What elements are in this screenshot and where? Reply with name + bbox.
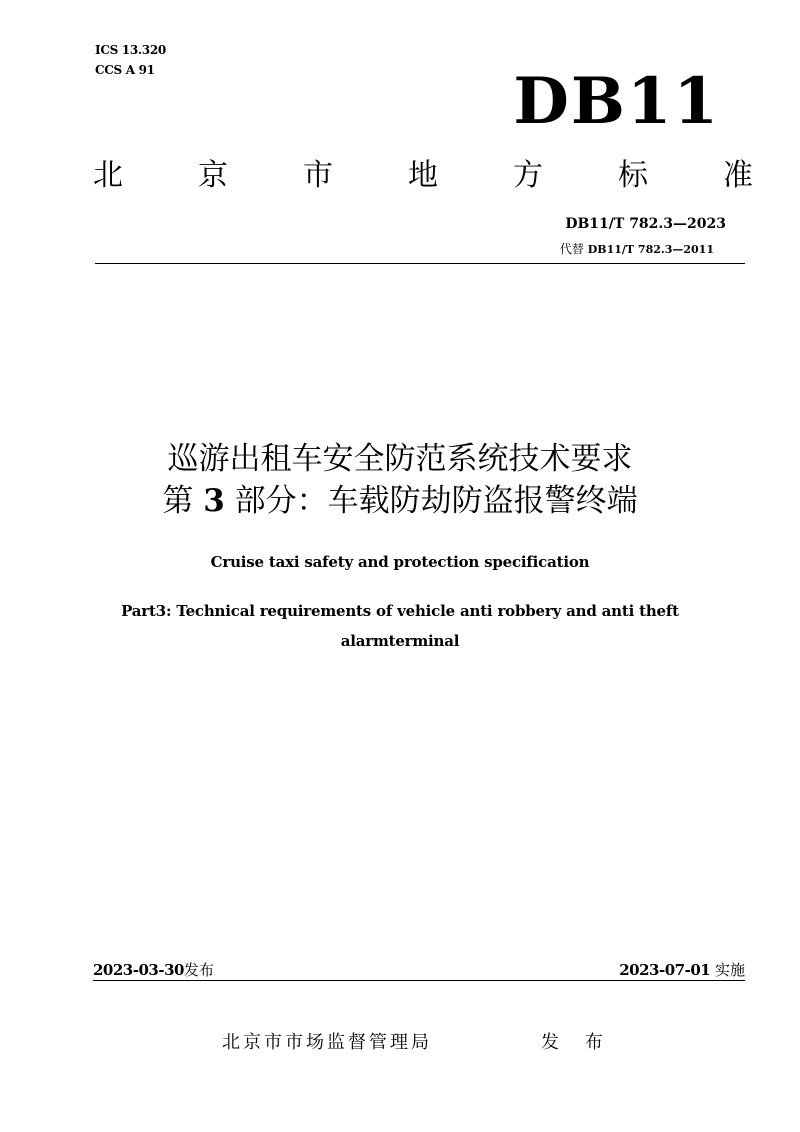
title-en-line3: alarmterminal bbox=[340, 632, 460, 650]
publish-label: 发布 bbox=[183, 961, 214, 979]
standard-type-char: 准 bbox=[723, 158, 753, 193]
replaces-label: 代替 bbox=[559, 242, 584, 256]
standard-type-char: 地 bbox=[408, 158, 438, 193]
db-logo: DB11 bbox=[513, 64, 720, 139]
title-part-suffix: 部分：车载防劫防盗报警终端 bbox=[234, 483, 638, 519]
title-en-line1: Cruise taxi safety and protection specification bbox=[210, 553, 590, 571]
implement-date: 2023-07-01 bbox=[619, 961, 711, 979]
title-cn-line2 bbox=[0, 481, 800, 521]
footer-divider bbox=[93, 980, 745, 981]
standard-type-char: 方 bbox=[513, 158, 543, 193]
publish-date-block bbox=[93, 959, 214, 981]
classification-codes bbox=[95, 40, 166, 80]
ccs-code: CCS A 91 bbox=[95, 63, 155, 77]
header-divider bbox=[95, 263, 745, 264]
standard-type-title bbox=[93, 156, 753, 196]
standard-type-char: 北 bbox=[93, 158, 123, 193]
publish-word: 发 布 bbox=[541, 1032, 613, 1053]
replaces-code: DB11/T 782.3—2011 bbox=[587, 243, 714, 256]
title-part-prefix: 第 bbox=[162, 483, 194, 519]
dates-row bbox=[93, 959, 745, 981]
publisher-name: 北京市市场监督管理局 bbox=[222, 1032, 432, 1053]
standard-type-char: 市 bbox=[303, 158, 333, 193]
standard-type-char: 京 bbox=[198, 158, 228, 193]
implement-date-block bbox=[619, 959, 745, 981]
standard-type-char: 标 bbox=[618, 158, 648, 193]
publish-date: 2023-03-30 bbox=[93, 961, 184, 979]
implement-label: 实施 bbox=[714, 961, 745, 979]
ics-code: ICS 13.320 bbox=[95, 43, 166, 57]
title-en-line2: Part3: Technical requirements of vehicle anti robbery and anti theft bbox=[121, 602, 679, 620]
title-part-number: 3 bbox=[203, 483, 225, 519]
standard-code: DB11/T 782.3—2023 bbox=[565, 216, 726, 232]
replaces-note bbox=[560, 240, 714, 259]
title-cn-line1: 巡游出租车安全防范系统技术要求 bbox=[167, 441, 633, 477]
